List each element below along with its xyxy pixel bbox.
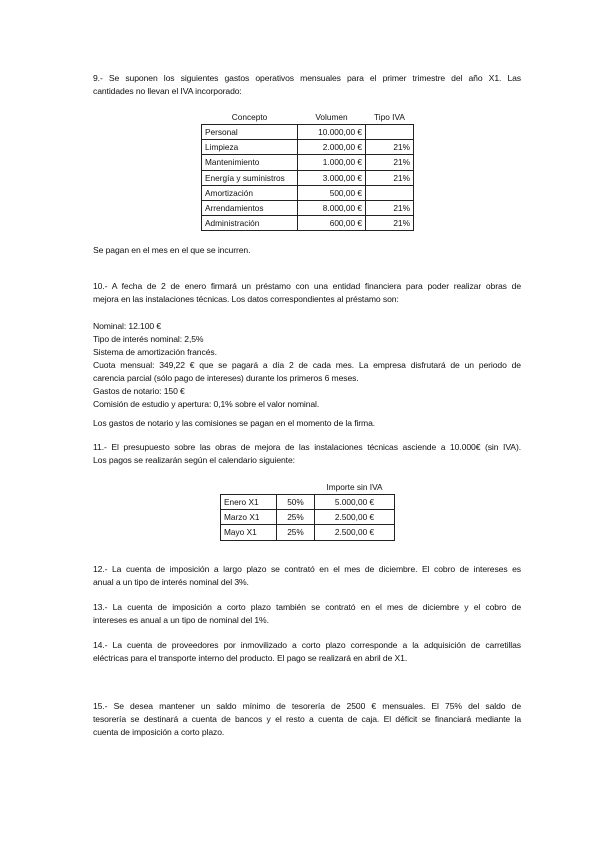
cell-volumen: 3.000,00 € [298, 170, 366, 185]
cell-volumen: 500,00 € [298, 185, 366, 200]
q14-line2: eléctricas para el transporte interno del producto. El pago se realizará en abril de X1. [93, 653, 408, 663]
cell-iva: 21% [366, 140, 414, 155]
loan-monthly-fee-line1: Cuota mensual: 349,22 € que se pagará a día 2 de cada mes. La empresa disfrutará de un periodo de [93, 360, 521, 370]
table-row [221, 495, 395, 510]
q10-line1: 10.- A fecha de 2 de enero firmará un préstamo con una entidad financiera para poder realizar obras de [93, 281, 521, 291]
cell-percent: 25% [277, 525, 315, 540]
loan-notary-fees: Gastos de notario: 150 € [93, 386, 185, 396]
q15 [93, 700, 521, 739]
loan-amortization-system: Sistema de amortización francés. [93, 347, 217, 357]
loan-nominal: Nominal: 12.100 € [93, 321, 162, 331]
cell-volumen: 600,00 € [298, 216, 366, 231]
q15-line2: tesorería se destinará a cuenta de bancos y el resto a cuenta de caja. El déficit se financiará mediante la [93, 714, 521, 724]
q15-line3: cuenta de imposición a corto plazo. [93, 727, 225, 737]
loan-interest-rate: Tipo de interés nominal: 2,5% [93, 334, 204, 344]
q11-line1: 11.- El presupuesto sobre las obras de mejora de las instalaciones técnicas asciende a 10.000€ (sin IVA). [93, 442, 521, 452]
q9-line2: cantidades no llevan el IVA incorporado: [93, 86, 242, 96]
cell-concepto: Arrendamientos [202, 200, 298, 215]
cell-iva [366, 125, 414, 140]
cell-concepto: Limpieza [202, 140, 298, 155]
cell-concepto: Amortización [202, 185, 298, 200]
cell-month: Marzo X1 [221, 510, 277, 525]
cell-percent: 25% [277, 510, 315, 525]
q9-line1: 9.- Se suponen los siguientes gastos operativos mensuales para el primer trimestre del año X1. Las [93, 73, 521, 83]
cell-concepto: Mantenimiento [202, 155, 298, 170]
table-row [202, 185, 414, 200]
table-row [202, 155, 414, 170]
col-concepto: Concepto [231, 112, 268, 122]
payment-schedule-table [220, 480, 395, 541]
table-row [202, 140, 414, 155]
table-row [202, 125, 414, 140]
cell-iva: 21% [366, 155, 414, 170]
q13-line2: intereses es anual a un tipo de nominal del 1%. [93, 615, 269, 625]
loan-commission: Comisión de estudio y apertura: 0,1% sobre el valor nominal. [93, 399, 320, 409]
q15-line1: 15.- Se desea mantener un saldo mínimo de tesorería de 2500 € mensuales. El 75% del saldo de [93, 701, 521, 711]
q13 [93, 601, 521, 627]
table-row [202, 200, 414, 215]
cell-percent: 50% [277, 495, 315, 510]
q9-note: Se pagan en el mes en el que se incurren. [93, 245, 251, 255]
cell-concepto: Personal [202, 125, 298, 140]
table-row [202, 170, 414, 185]
q12-line1: 12.- La cuenta de imposición a largo plazo se contrató en el mes de diciembre. El cobro de intereses es [93, 564, 521, 574]
col-importe: Importe sin IVA [326, 482, 383, 492]
cell-concepto: Administración [202, 216, 298, 231]
q14 [93, 639, 521, 665]
col-volumen: Volumen [315, 112, 348, 122]
cell-volumen: 2.000,00 € [298, 140, 366, 155]
table-row [221, 525, 395, 540]
q10-note: Los gastos de notario y las comisiones se pagan en el momento de la firma. [93, 418, 376, 428]
cell-iva: 21% [366, 170, 414, 185]
q10-loan-details [93, 320, 521, 411]
expenses-table [201, 110, 414, 231]
loan-monthly-fee-line2: carencia parcial (sólo pago de intereses) durante los primeros 6 meses. [93, 373, 359, 383]
cell-concepto: Energía y suministros [202, 170, 298, 185]
q11-intro [93, 441, 521, 467]
cell-month: Enero X1 [221, 495, 277, 510]
cell-volumen: 8.000,00 € [298, 200, 366, 215]
cell-iva [366, 185, 414, 200]
q9-intro [93, 72, 521, 98]
cell-month: Mayo X1 [221, 525, 277, 540]
cell-amount: 2.500,00 € [315, 510, 395, 525]
cell-volumen: 1.000,00 € [298, 155, 366, 170]
col-iva: Tipo IVA [374, 112, 405, 122]
q11-line2: Los pagos se realizarán según el calendario siguiente: [93, 455, 295, 465]
table-row [202, 216, 414, 231]
cell-iva: 21% [366, 216, 414, 231]
cell-iva: 21% [366, 200, 414, 215]
table-row [221, 510, 395, 525]
cell-amount: 2.500,00 € [315, 525, 395, 540]
cell-volumen: 10.000,00 € [298, 125, 366, 140]
cell-amount: 5.000,00 € [315, 495, 395, 510]
q10-line2: mejora en las instalaciones técnicas. Los datos correspondientes al préstamo son: [93, 294, 399, 304]
q12 [93, 563, 521, 589]
q10-intro [93, 280, 521, 306]
q12-line2: anual a un tipo de interés nominal del 3%. [93, 577, 249, 587]
q13-line1: 13.- La cuenta de imposición a corto plazo también se contrató en el mes de diciembre y el cobro de [93, 602, 521, 612]
q14-line1: 14.- La cuenta de proveedores por inmovilizado a corto plazo corresponde a la adquisición de carretillas [93, 640, 521, 650]
